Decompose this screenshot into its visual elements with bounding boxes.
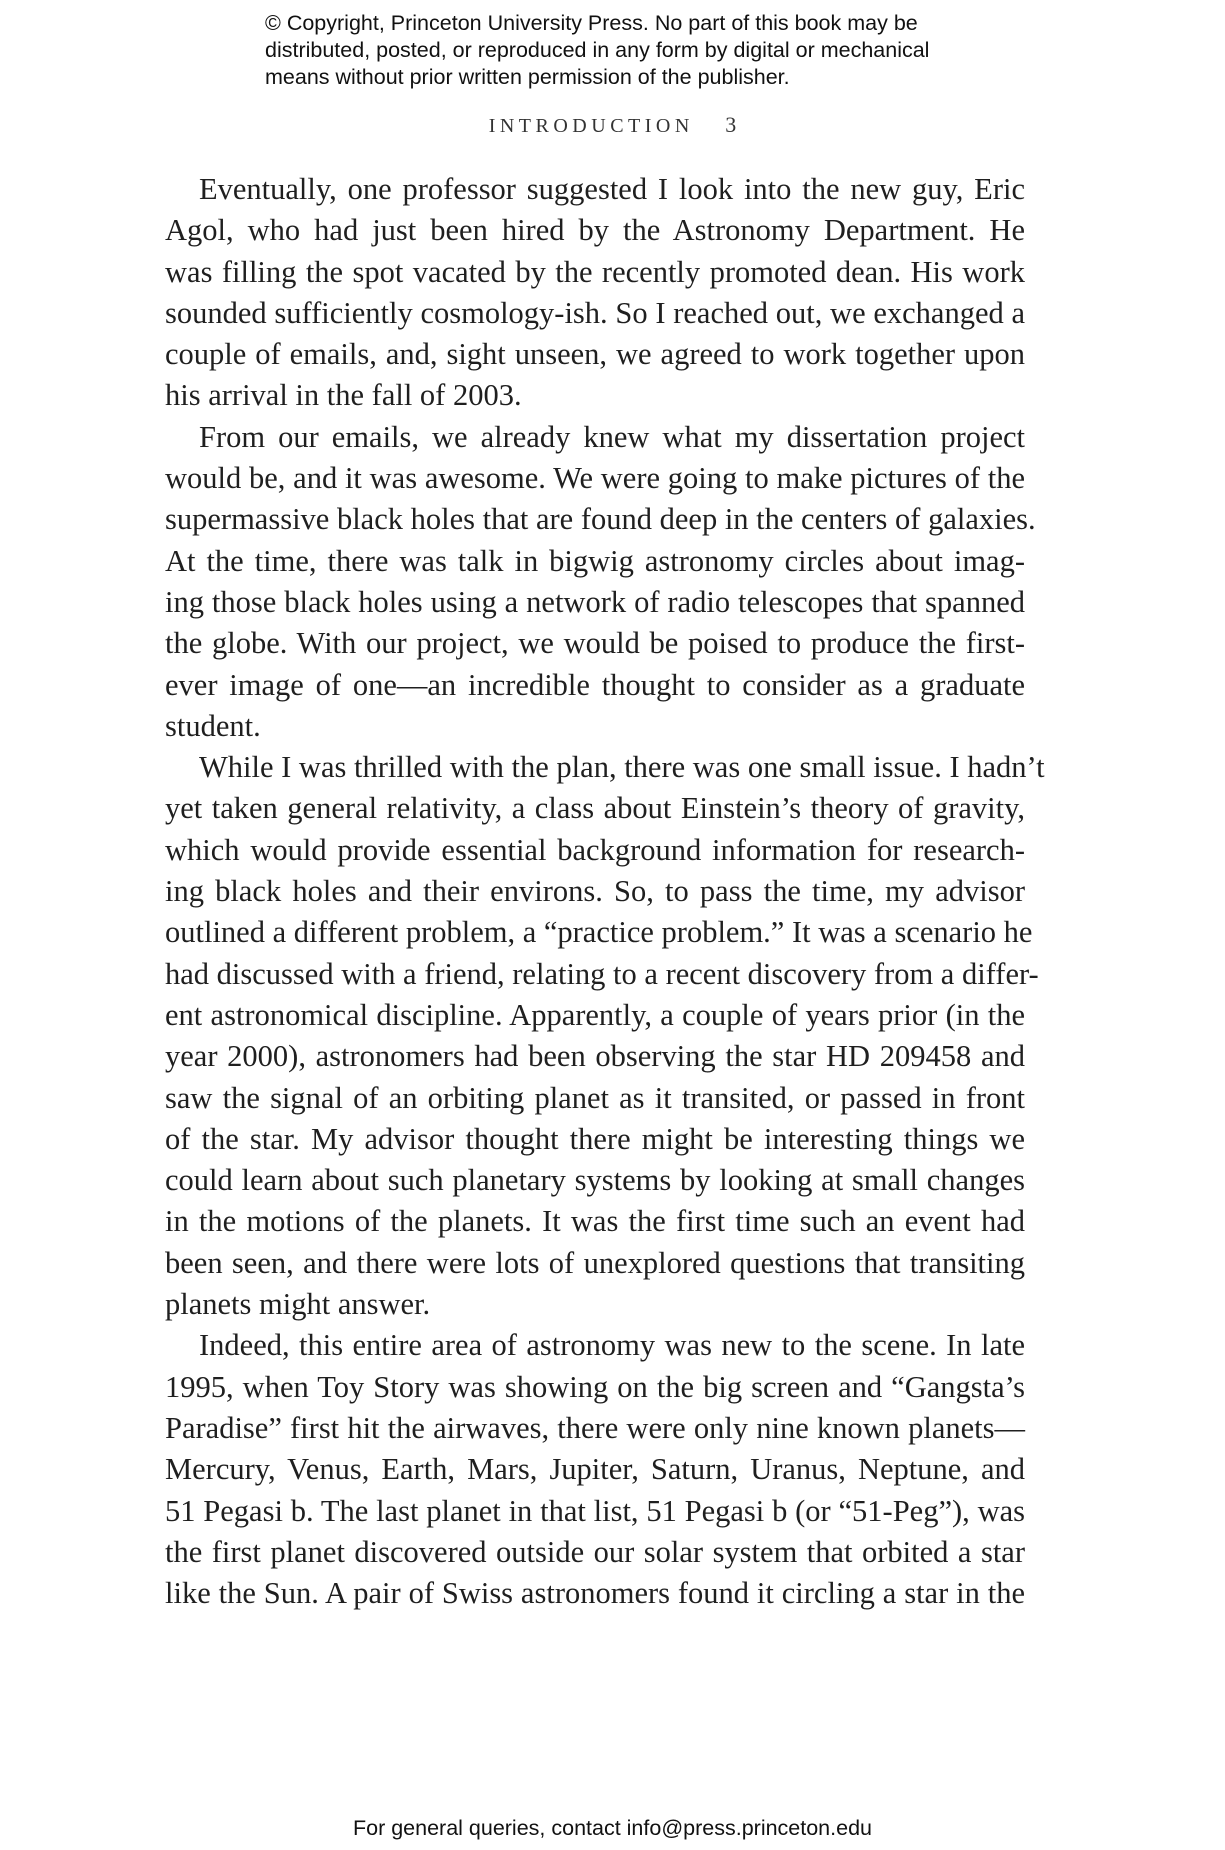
text-line: saw the signal of an orbiting planet as it transited, or passed in front	[165, 1080, 1025, 1115]
text-line: which would provide essential background information for research-	[165, 832, 1025, 867]
text-line: been seen, and there were lots of unexplored questions that transiting	[165, 1245, 1025, 1280]
text-line: Eventually, one professor suggested I look into the new guy, Eric	[199, 172, 1025, 206]
text-line: Indeed, this entire area of astronomy was new to the scene. In late	[199, 1328, 1025, 1363]
text-line: of the star. My advisor thought there might be interesting things we	[165, 1121, 1025, 1156]
text-line: sounded sufficiently cosmology-ish. So I reached out, we exchanged a	[165, 295, 1025, 330]
text-line: outlined a different problem, a “practice problem.” It was a scenario he	[165, 915, 1033, 950]
text-line: his arrival in the fall of 2003.	[165, 378, 522, 413]
text-line: would be, and it was awesome. We were going to make pictures of the	[165, 461, 1025, 496]
paragraph-4	[165, 1325, 1025, 1614]
text-line: the globe. With our project, we would be poised to produce the first-	[165, 626, 1025, 661]
text-line: 1995, when Toy Story was showing on the big screen and “Gangsta’s	[165, 1369, 1025, 1404]
page-number: 3	[725, 112, 737, 137]
text-line: was filling the spot vacated by the recently promoted dean. His work	[165, 254, 1025, 289]
text-line: like the Sun. A pair of Swiss astronomers found it circling a star in the	[165, 1576, 1025, 1611]
running-head	[0, 112, 1225, 138]
text-line: Mercury, Venus, Earth, Mars, Jupiter, Saturn, Uranus, Neptune, and	[165, 1452, 1025, 1487]
text-line: supermassive black holes that are found deep in the centers of galaxies.	[165, 502, 1036, 537]
text-line: 51 Pegasi b. The last planet in that list, 51 Pegasi b (or “51-Peg”), was	[165, 1493, 1025, 1528]
text-line: in the motions of the planets. It was the first time such an event had	[165, 1204, 1025, 1239]
text-line: planets might answer.	[165, 1287, 431, 1322]
text-line: ing black holes and their environs. So, to pass the time, my advisor	[165, 874, 1025, 909]
text-line: yet taken general relativity, a class about Einstein’s theory of gravity,	[165, 791, 1025, 826]
text-line: year 2000), astronomers had been observing the star HD 209458 and	[165, 1039, 1025, 1074]
copyright-notice	[265, 10, 1025, 91]
body-text	[165, 169, 1045, 1614]
footer-contact: For general queries, contact info@press.princeton.edu	[352, 1816, 872, 1840]
text-line: ent astronomical discipline. Apparently, a couple of years prior (in the	[165, 997, 1025, 1032]
text-line: While I was thrilled with the plan, there was one small issue. I hadn’t	[199, 750, 1045, 785]
chapter-title: INTRODUCTION	[488, 115, 694, 137]
text-line: From our emails, we already knew what my dissertation project	[199, 419, 1025, 454]
text-line: Paradise” first hit the airwaves, there were only nine known planets—	[165, 1410, 1025, 1445]
text-line: student.	[165, 708, 261, 743]
paragraph-2	[165, 417, 1036, 747]
paragraph-3	[165, 747, 1045, 1325]
copyright-line: © Copyright, Princeton University Press. No part of this book may be	[265, 11, 918, 35]
copyright-line: distributed, posted, or reproduced in any form by digital or mechanical	[265, 38, 930, 62]
text-line: At the time, there was talk in bigwig astronomy circles about imag-	[165, 543, 1025, 578]
paragraph-1	[165, 169, 1025, 417]
text-line: ever image of one—an incredible thought to consider as a graduate	[165, 667, 1025, 702]
text-line: Agol, who had just been hired by the Astronomy Department. He	[165, 213, 1025, 248]
text-line: the first planet discovered outside our solar system that orbited a star	[165, 1534, 1025, 1569]
copyright-line: means without prior written permission of the publisher.	[265, 65, 790, 89]
text-line: couple of emails, and, sight unseen, we agreed to work together upon	[165, 337, 1025, 372]
text-line: had discussed with a friend, relating to a recent discovery from a differ-	[165, 956, 1039, 991]
text-line: could learn about such planetary systems by looking at small changes	[165, 1163, 1025, 1198]
text-line: ing those black holes using a network of radio telescopes that spanned	[165, 584, 1025, 619]
